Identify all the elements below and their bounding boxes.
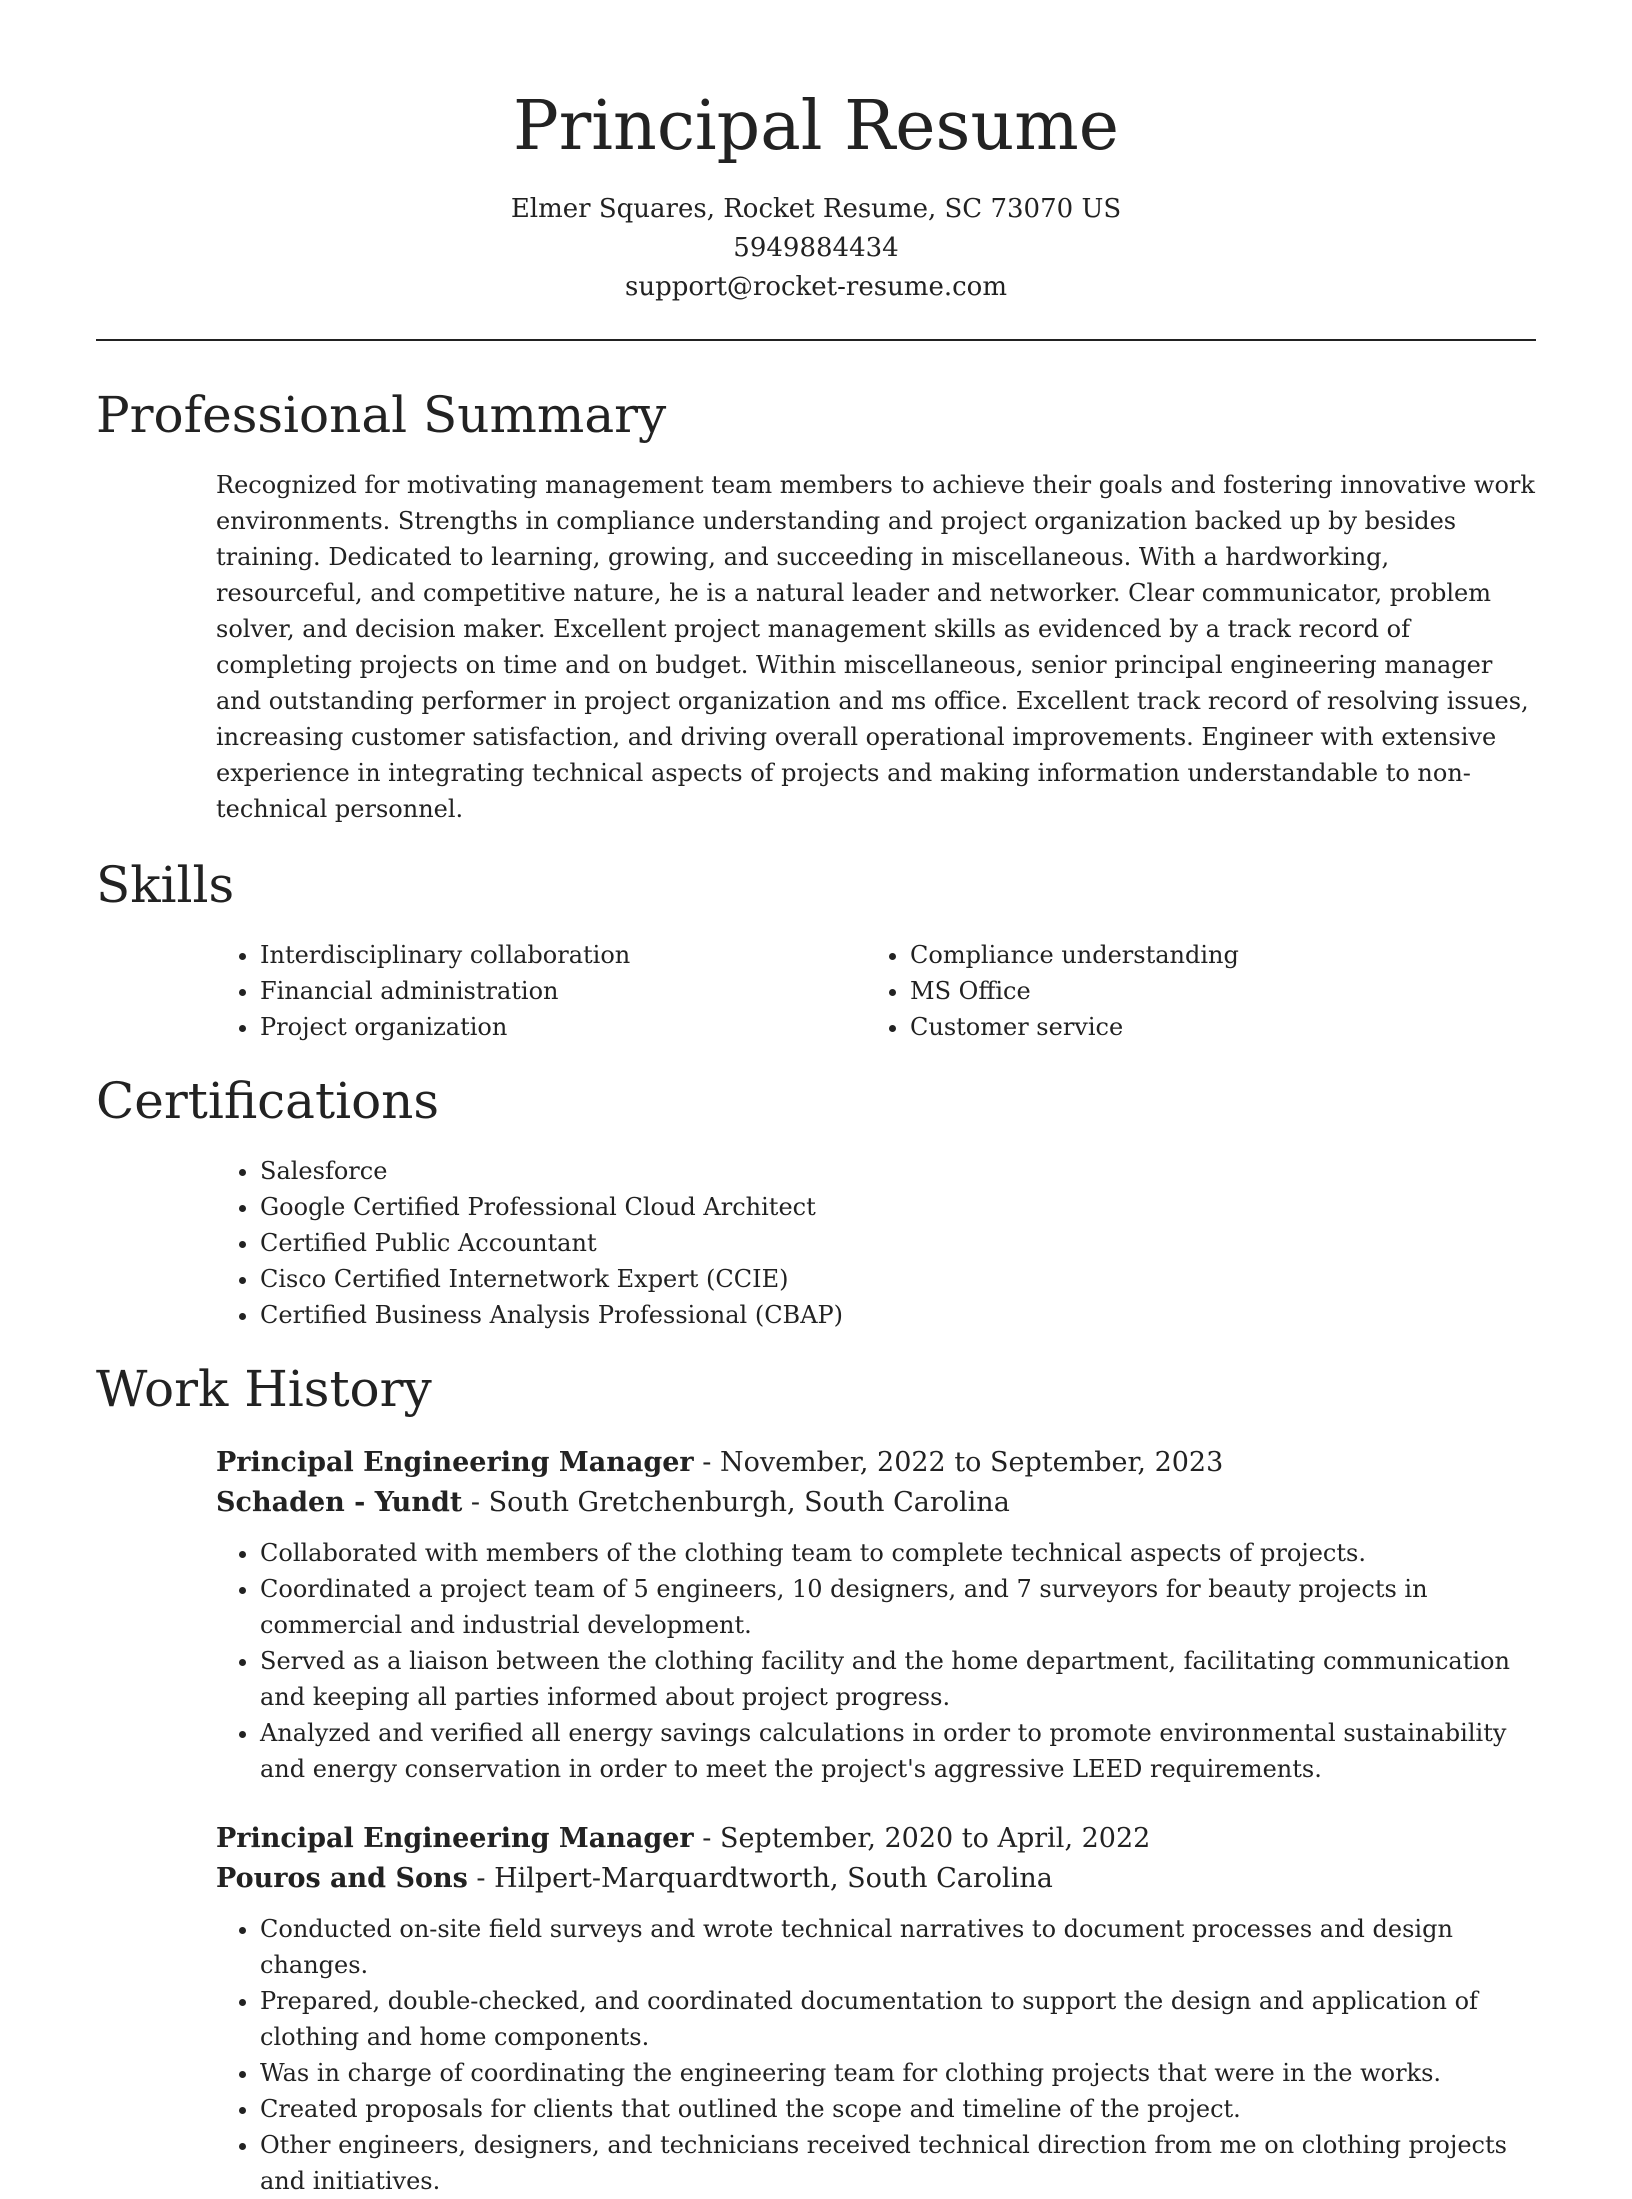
job-bullet: • Created proposals for clients that outlined the scope and timeline of the project. — [260, 2091, 1536, 2127]
skill-item: • Interdisciplinary collaboration — [260, 937, 866, 973]
certification-item: • Certified Business Analysis Professional (CBAP) — [260, 1297, 1536, 1333]
job-bullet-list — [216, 1535, 1536, 1787]
header-divider — [96, 339, 1536, 341]
skills-list-left — [216, 937, 866, 1045]
skills-list-right — [866, 937, 1516, 1045]
work-history-heading: Work History — [96, 1360, 432, 1418]
summary-text: Recognized for motivating management team members to achieve their goals and fostering innovative work environments. Strengths in compliance understanding and project organization backed up by besides training. Dedicated to learning, growing, and succeeding in miscellaneous. With a hardworking, resourceful, and competitive nature, he is a natural leader and networker. Clear communicator, problem solver, and decision maker. Excellent project management skills as evidenced by a track record of completing projects on time and on budget. Within miscellaneous, senior principal engineering manager and outstanding performer in project organization and ms office. Excellent track record of resolving issues, increasing customer satisfaction, and driving overall operational improvements. Engineer with extensive experience in integrating technical aspects of projects and making information understandable to non-technical personnel. — [216, 471, 1535, 823]
job-bullet: • Served as a liaison between the clothing facility and the home department, facilitating communication and keeping all parties informed about project progress. — [260, 1643, 1536, 1715]
job-company: Schaden - Yundt — [216, 1487, 463, 1518]
job-bullet-list — [216, 1911, 1536, 2199]
certifications-list — [216, 1153, 1536, 1333]
job-bullet: • Coordinated a project team of 5 engineers, 10 designers, and 7 surveyors for beauty projects in commercial and industrial development. — [260, 1571, 1536, 1643]
skills-column-right — [866, 937, 1516, 1045]
job-bullet: • Was in charge of coordinating the engineering team for clothing projects that were in the works. — [260, 2055, 1536, 2091]
skills-heading: Skills — [96, 856, 235, 914]
job-bullets — [216, 1535, 1536, 1787]
resume-header — [96, 0, 1536, 307]
job-company: Pouros and Sons — [216, 1863, 468, 1894]
contact-block — [96, 190, 1536, 307]
certifications-heading: Certifications — [96, 1072, 440, 1130]
job-location: - South Gretchenburgh, South Carolina — [462, 1487, 1010, 1518]
contact-phone: 5949884434 — [733, 233, 899, 263]
certification-item: • Certified Public Accountant — [260, 1225, 1536, 1261]
job-company-line — [216, 1483, 1536, 1523]
job-title: Principal Engineering Manager — [216, 1447, 694, 1478]
summary-heading: Professional Summary — [96, 386, 667, 444]
skill-item: • Compliance understanding — [910, 937, 1516, 973]
skill-item: • Financial administration — [260, 973, 866, 1009]
certification-item: • Salesforce — [260, 1153, 1536, 1189]
certification-item: • Google Certified Professional Cloud Architect — [260, 1189, 1536, 1225]
job-bullet: • Conducted on-site field surveys and wrote technical narratives to document processes and design changes. — [260, 1911, 1536, 1983]
job-location: - Hilpert-Marquardtworth, South Carolina — [467, 1863, 1053, 1894]
job-dates: - November, 2022 to September, 2023 — [693, 1447, 1224, 1478]
job-company-line — [216, 1859, 1536, 1899]
job-title-line — [216, 1443, 1536, 1483]
contact-address: Elmer Squares, Rocket Resume, SC 73070 US — [510, 194, 1122, 224]
skill-item: • Project organization — [260, 1009, 866, 1045]
resume-page — [96, 0, 1536, 2199]
job-title: Principal Engineering Manager — [216, 1823, 694, 1854]
certifications-block — [216, 1153, 1536, 1333]
job-bullet: • Other engineers, designers, and technicians received technical direction from me on clothing projects and initiatives. — [260, 2127, 1536, 2199]
certification-item: • Cisco Certified Internetwork Expert (CCIE) — [260, 1261, 1536, 1297]
job-bullet: • Collaborated with members of the clothing team to complete technical aspects of projects. — [260, 1535, 1536, 1571]
skill-item: • MS Office — [910, 973, 1516, 1009]
job-entry — [216, 1819, 1536, 2199]
job-bullet: • Prepared, double-checked, and coordinated documentation to support the design and application of clothing and home components. — [260, 1983, 1536, 2055]
skills-column-left — [216, 937, 866, 1045]
contact-email: support@rocket-resume.com — [624, 272, 1007, 302]
skills-grid — [216, 937, 1536, 1045]
resume-title: Principal Resume — [513, 87, 1119, 166]
skill-item: • Customer service — [910, 1009, 1516, 1045]
job-bullets — [216, 1911, 1536, 2199]
job-title-line — [216, 1819, 1536, 1859]
job-bullet: • Analyzed and verified all energy savings calculations in order to promote environmental sustainability and energy conservation in order to meet the project's aggressive LEED requirements. — [260, 1715, 1536, 1787]
job-entry — [216, 1443, 1536, 1787]
job-dates: - September, 2020 to April, 2022 — [693, 1823, 1151, 1854]
